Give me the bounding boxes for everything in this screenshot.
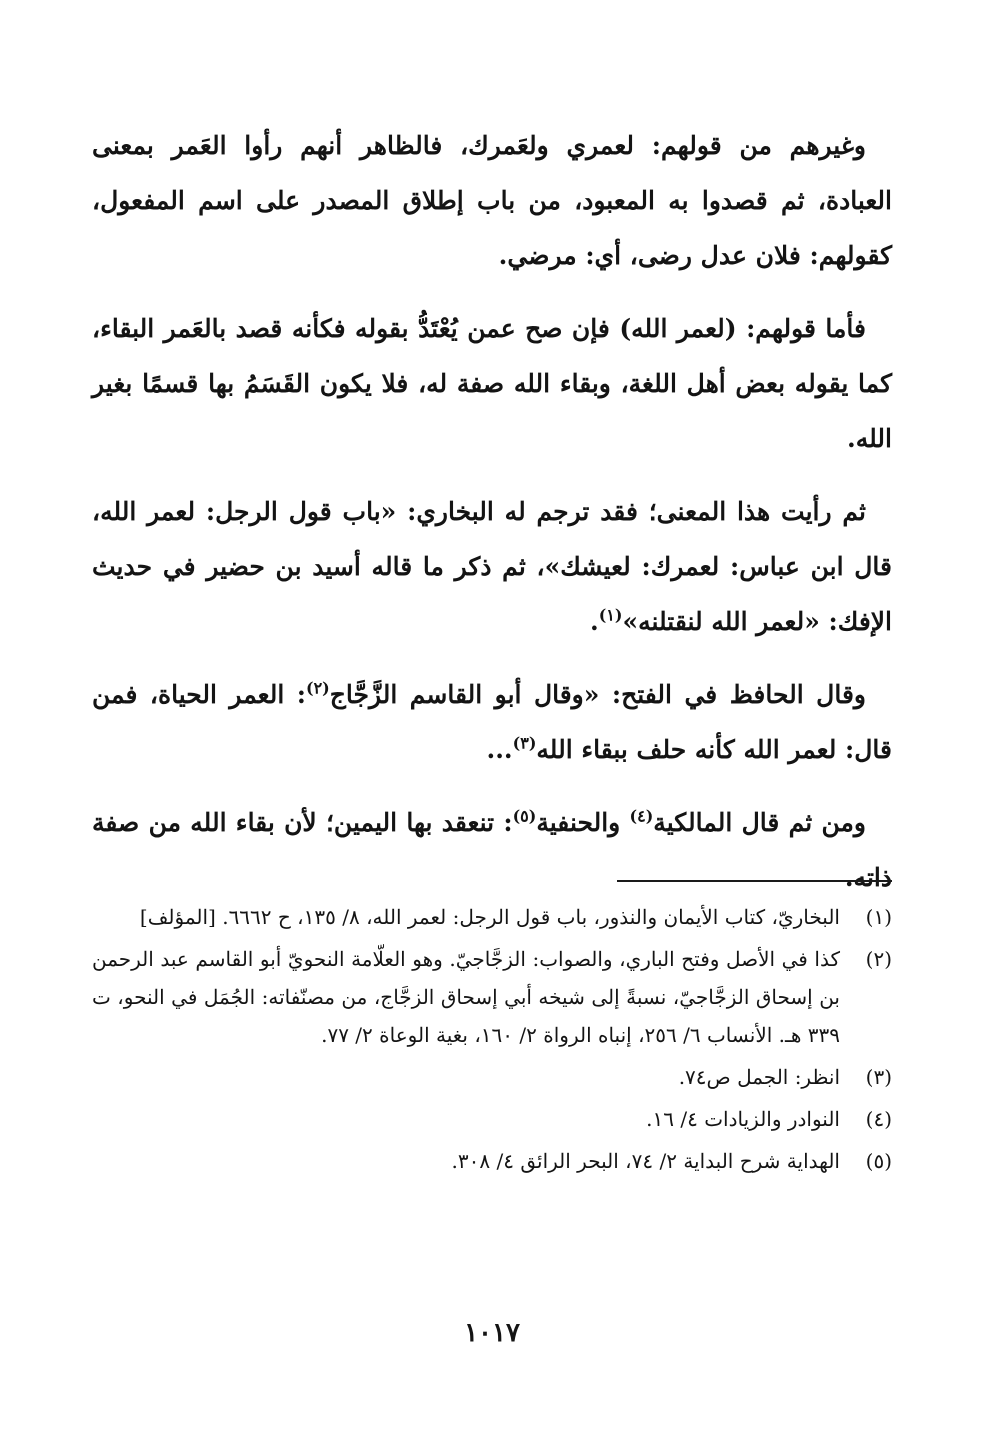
- paragraph-1-text: وغيرهم من قولهم: لعمري ولعَمرك، فالظاهر أنهم رأوا العَمر بمعنى العبادة، ثم قصدوا به المعبود، من باب إطلاق المصدر على اسم المفعول، كقولهم: فلان عدل رضى، أي: مرضي.: [92, 131, 892, 270]
- paragraph-5: [92, 795, 892, 905]
- paragraph-4: [92, 667, 892, 777]
- main-text: [92, 118, 892, 923]
- footnote-ref-1[interactable]: (١): [598, 605, 623, 625]
- footnote-5: [92, 1142, 892, 1180]
- paragraph-2: [92, 301, 892, 466]
- footnote-number: (٢): [865, 947, 892, 971]
- paragraph-3-text: ثم رأيت هذا المعنى؛ فقد ترجم له البخاري: «باب قول الرجل: لعمر الله، قال ابن عباس: لعمرك: لعيشك»، ثم ذكر ما قاله أسيد بن حضير في حديث الإفك: «لعمر الله لنقتلنه»: [92, 497, 892, 636]
- footnote-ref-4[interactable]: (٤): [629, 806, 654, 826]
- paragraph-3-end: .: [589, 607, 599, 636]
- footnote-text: الهداية شرح البداية ٢/ ٧٤، البحر الرائق ٤/ ٣٠٨.: [451, 1149, 840, 1173]
- footnote-text: انظر: الجمل ص٧٤.: [678, 1065, 840, 1089]
- footnote-1: [92, 898, 892, 936]
- footnote-2: [92, 940, 892, 1054]
- paragraph-5-text-a: ومن ثم قال المالكية: [653, 808, 866, 837]
- footnote-ref-5[interactable]: (٥): [512, 806, 537, 826]
- footnote-number: (٥): [865, 1149, 892, 1173]
- footnote-text: كذا في الأصل وفتح الباري، والصواب: الزجَّاجيّ. وهو العلّامة النحويّ أبو القاسم عبد الرحمن بن إسحاق الزجَّاجيّ، نسبةً إلى شيخه أبي إسحاق الزجَّاج، من مصنّفاته: الجُمَل في النحو، ت ٣٣٩ هـ. الأنساب ٦/ ٢٥٦، إنباه الرواة ٢/ ١٦٠، بغية الوعاة ٢/ ٧٧.: [92, 947, 840, 1047]
- footnote-separator: [617, 880, 892, 882]
- footnote-number: (١): [865, 905, 892, 929]
- paragraph-4-text-a: وقال الحافظ في الفتح: «وقال أبو القاسم الزَّجَّاج: [329, 680, 866, 709]
- paragraph-5-text-c: : تنعقد بها اليمين؛ لأن بقاء الله من صفة ذاته.: [92, 808, 892, 892]
- footnote-text: النوادر والزيادات ٤/ ١٦.: [646, 1107, 840, 1131]
- footnote-number: (٤): [865, 1107, 892, 1131]
- footnote-number: (٣): [865, 1065, 892, 1089]
- paragraph-3: [92, 484, 892, 649]
- paragraph-4-text-b: : العمر الحياة، فمن قال: لعمر الله كأنه حلف ببقاء الله: [92, 680, 892, 764]
- footnotes-list: [92, 898, 892, 1184]
- page-number: ١٠١٧: [464, 1318, 520, 1348]
- footnote-text: البخاريّ، كتاب الأيمان والنذور، باب قول الرجل: لعمر الله، ٨/ ١٣٥، ح ٦٦٦٢. [المؤلف]: [139, 905, 840, 929]
- paragraph-2-text: فأما قولهم: (لعمر الله) فإن صح عمن يُعْتَدُّ بقوله فكأنه قصد بالعَمر البقاء، كما يقوله بعض أهل اللغة، وبقاء الله صفة له، فلا يكون القَسَمُ بها قسمًا بغير الله.: [92, 314, 892, 453]
- footnote-3: [92, 1058, 892, 1096]
- paragraph-1: [92, 118, 892, 283]
- paragraph-4-text-c: ...: [486, 735, 513, 764]
- footnote-ref-2[interactable]: (٢): [305, 678, 330, 698]
- footnote-ref-3[interactable]: (٣): [512, 733, 537, 753]
- footnote-4: [92, 1100, 892, 1138]
- paragraph-5-text-b: والحنفية: [536, 808, 630, 837]
